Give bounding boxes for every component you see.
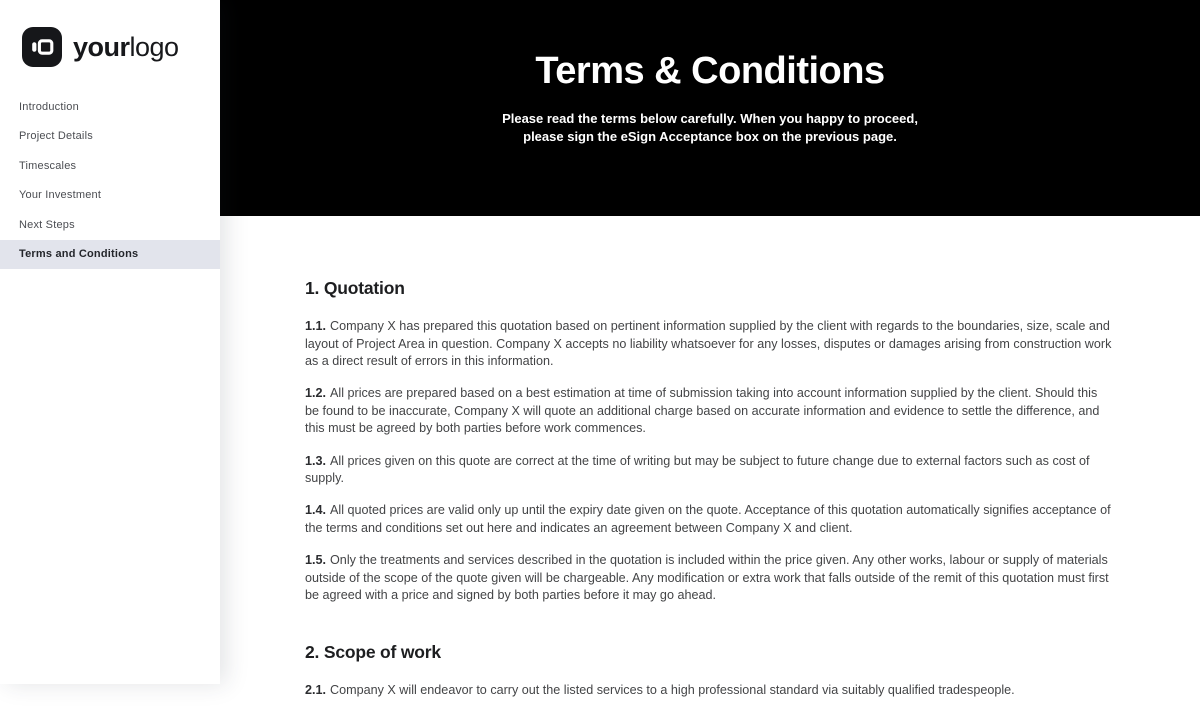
- terms-paragraph: [305, 453, 1113, 488]
- page-subtitle-line2: please sign the eSign Acceptance box on the previous page.: [523, 128, 897, 144]
- section-heading: 1. Quotation: [305, 278, 405, 298]
- logo-text-bold: your: [73, 31, 130, 62]
- terms-document: [220, 216, 1200, 719]
- section-heading: 2. Scope of work: [305, 641, 441, 662]
- paragraph-text: Company X will endeavor to carry out the listed services to a high professional standard via suitably qualified tradespeople.: [330, 682, 1015, 697]
- terms-paragraph: [305, 318, 1113, 371]
- sidebar-item-next-steps[interactable]: Next Steps: [19, 218, 75, 231]
- paragraph-number: 1.5.: [305, 552, 327, 567]
- page-subtitle-line1: Please read the terms below carefully. When you happy to proceed,: [502, 111, 918, 126]
- sidebar: [0, 0, 220, 684]
- logo-text-light: logo: [129, 31, 179, 62]
- page-subtitle: [220, 110, 1200, 145]
- logo-text: [73, 32, 179, 63]
- section-quotation: [305, 278, 1113, 605]
- paragraph-number: 1.3.: [305, 453, 327, 468]
- main-content: [220, 0, 1200, 697]
- page-header: [220, 0, 1200, 216]
- sidebar-item-project-details[interactable]: Project Details: [19, 130, 93, 143]
- sidebar-nav: [0, 92, 220, 269]
- sidebar-item-terms-and-conditions[interactable]: Terms and Conditions: [0, 240, 220, 270]
- logo-icon: [22, 27, 62, 67]
- paragraph-text: All prices are prepared based on a best estimation at time of submission taking into account information supplied by the client. Should this be found to be inaccurate, Company X will quote an additional charge based on accurate information and evidence to settle the difference, and this must be agreed by both parties before work commences.: [305, 386, 1100, 436]
- paragraph-number: 1.2.: [305, 386, 327, 401]
- paragraph-text: Company X has prepared this quotation based on pertinent information supplied by the client with regards to the boundaries, size, scale and layout of Project Area in question. Company X accepts no liability whatsoever for any losses, disputes or damages arising from construction work as a direct result of errors in this information.: [305, 319, 1112, 369]
- terms-paragraph: [305, 552, 1113, 605]
- paragraph-text: All prices given on this quote are correct at the time of writing but may be subject to future change due to external factors such as cost of supply.: [305, 453, 1090, 486]
- paragraph-number: 1.4.: [305, 503, 327, 518]
- paragraph-number: 2.1.: [305, 682, 327, 697]
- paragraph-number: 1.1.: [305, 319, 327, 333]
- section-scope-of-work: [305, 642, 1113, 700]
- sidebar-item-timescales[interactable]: Timescales: [19, 159, 77, 172]
- terms-paragraph: [305, 502, 1113, 537]
- terms-paragraph: [305, 385, 1113, 438]
- logo[interactable]: [0, 0, 220, 67]
- page-title: Terms & Conditions: [535, 50, 885, 92]
- sidebar-item-introduction[interactable]: Introduction: [19, 100, 79, 113]
- sidebar-item-your-investment[interactable]: Your Investment: [19, 189, 102, 202]
- terms-paragraph: [305, 682, 1113, 700]
- paragraph-text: All quoted prices are valid only up until the expiry date given on the quote. Acceptance of this quotation automatically signifies acceptance of the terms and conditions set out here and indicates an agreement between Company X and client.: [305, 503, 1111, 535]
- paragraph-text: Only the treatments and services described in the quotation is included within the price given. Any other works, labour or supply of materials outside of the scope of the quote given will be chargeable. Any modification or extra work that falls outside of the remit of this quotation must first be agreed with a price and signed by both parties before it may go ahead.: [305, 552, 1109, 603]
